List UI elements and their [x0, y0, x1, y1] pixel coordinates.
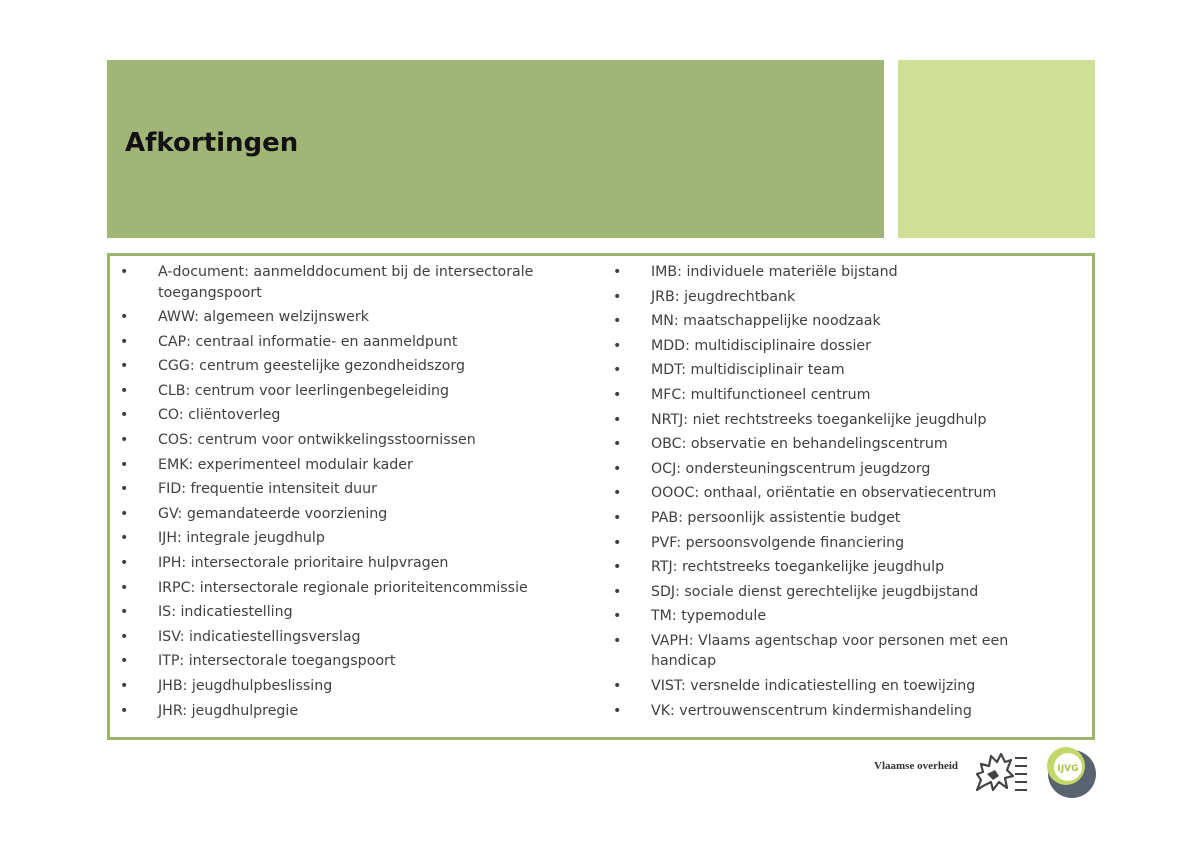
- abbreviation-text: A-document: aanmelddocument bij de intersectorale toegangspoort: [158, 264, 534, 301]
- abbreviations-box: [107, 253, 1095, 740]
- bullet-icon: •: [120, 678, 129, 694]
- bullet-icon: •: [120, 604, 129, 621]
- abbreviation-text: RTJ: rechtstreeks toegankelijke jeugdhulp: [651, 559, 945, 576]
- bullet-icon: •: [613, 288, 622, 305]
- abbreviation-item: [613, 385, 1073, 406]
- bullet-icon: •: [613, 678, 622, 694]
- abbreviation-text: MFC: multifunctioneel centrum: [651, 386, 871, 403]
- bullet-icon: •: [613, 559, 622, 576]
- abbreviation-item: [613, 311, 1073, 332]
- abbreviation-text: VK: vertrouwenscentrum kindermishandeling: [651, 702, 972, 719]
- abbreviation-item: [120, 332, 580, 353]
- abbreviation-text: IS: indicatiestelling: [158, 604, 293, 621]
- abbreviation-text: ISV: indicatiestellingsverslag: [158, 628, 361, 645]
- abbreviation-text: IPH: intersectorale prioritaire hulpvragen: [158, 555, 449, 572]
- abbreviation-text: CGG: centrum geestelijke gezondheidszorg: [158, 358, 465, 375]
- bullet-icon: •: [120, 628, 129, 645]
- bullet-icon: •: [120, 309, 129, 326]
- ijvg-logo-text: IJVG: [1057, 764, 1079, 774]
- abbreviation-item: [613, 287, 1073, 308]
- bullet-icon: •: [120, 333, 129, 350]
- bullet-icon: •: [120, 264, 129, 280]
- abbreviation-text: IMB: individuele materiële bijstand: [651, 264, 898, 280]
- abbreviation-text: VIST: versnelde indicatiestelling en toewijzing: [651, 678, 976, 694]
- abbreviation-item: [120, 676, 580, 697]
- bullet-icon: •: [120, 653, 129, 670]
- abbreviation-item: [120, 553, 580, 574]
- bullet-icon: •: [120, 407, 129, 424]
- abbreviation-text: PAB: persoonlijk assistentie budget: [651, 509, 901, 526]
- bullet-icon: •: [613, 264, 622, 280]
- abbreviations-left-column: [120, 262, 580, 725]
- abbreviation-item: [613, 262, 1073, 283]
- abbreviation-item: [120, 430, 580, 451]
- abbreviation-item: [613, 631, 1073, 672]
- abbreviation-text: VAPH: Vlaams agentschap voor personen met een handicap: [651, 632, 1009, 670]
- bullet-icon: •: [120, 456, 129, 473]
- abbreviation-text: OBC: observatie en behandelingscentrum: [651, 436, 948, 453]
- abbreviation-item: [120, 356, 580, 377]
- abbreviation-item: [120, 405, 580, 426]
- abbreviation-text: NRTJ: niet rechtstreeks toegankelijke jeugdhulp: [651, 411, 987, 428]
- flemish-lion-icon: [971, 746, 1031, 796]
- title-bar: [107, 60, 884, 238]
- bullet-icon: •: [613, 534, 622, 551]
- abbreviations-right-column: [613, 262, 1073, 725]
- abbreviation-item: [120, 262, 580, 303]
- abbreviation-item: [613, 606, 1073, 627]
- page-title: Afkortingen: [125, 128, 299, 158]
- abbreviation-item: [120, 528, 580, 549]
- abbreviation-item: [120, 651, 580, 672]
- abbreviation-item: [613, 557, 1073, 578]
- abbreviation-text: OOOC: onthaal, oriëntatie en observatiecentrum: [651, 485, 997, 502]
- abbreviation-item: [613, 410, 1073, 431]
- bullet-icon: •: [613, 608, 622, 625]
- abbreviation-text: MN: maatschappelijke noodzaak: [651, 313, 881, 330]
- bullet-icon: •: [613, 362, 622, 379]
- bullet-icon: •: [120, 432, 129, 449]
- bullet-icon: •: [120, 358, 129, 375]
- abbreviation-item: [120, 578, 580, 599]
- abbreviation-item: [613, 582, 1073, 603]
- abbreviation-item: [120, 701, 580, 722]
- bullet-icon: •: [120, 702, 129, 719]
- bullet-icon: •: [613, 702, 622, 719]
- abbreviation-item: [613, 483, 1073, 504]
- abbreviation-item: [120, 479, 580, 500]
- abbreviation-item: [613, 701, 1073, 722]
- bullet-icon: •: [613, 386, 622, 403]
- bullet-icon: •: [120, 579, 129, 596]
- bullet-icon: •: [613, 460, 622, 477]
- abbreviation-text: EMK: experimenteel modulair kader: [158, 456, 413, 473]
- abbreviation-text: GV: gemandateerde voorziening: [158, 505, 388, 522]
- abbreviation-item: [613, 360, 1073, 381]
- bullet-icon: •: [120, 382, 129, 399]
- bullet-icon: •: [613, 509, 622, 526]
- abbreviation-text: PVF: persoonsvolgende financiering: [651, 534, 905, 551]
- bullet-icon: •: [613, 436, 622, 453]
- abbreviation-text: OCJ: ondersteuningscentrum jeugdzorg: [651, 460, 931, 477]
- abbreviation-item: [613, 336, 1073, 357]
- abbreviation-text: AWW: algemeen welzijnswerk: [158, 309, 369, 326]
- accent-block: [898, 60, 1095, 238]
- abbreviation-item: [120, 381, 580, 402]
- bullet-icon: •: [120, 481, 129, 498]
- abbreviation-item: [613, 676, 1073, 697]
- bullet-icon: •: [120, 530, 129, 547]
- bullet-icon: •: [613, 583, 622, 600]
- abbreviation-text: JHR: jeugdhulpregie: [158, 702, 299, 719]
- bullet-icon: •: [120, 555, 129, 572]
- bullet-icon: •: [613, 632, 622, 649]
- abbreviation-text: FID: frequentie intensiteit duur: [158, 481, 377, 498]
- abbreviation-text: MDT: multidisciplinair team: [651, 362, 845, 379]
- abbreviation-item: [120, 627, 580, 648]
- abbreviation-item: [120, 602, 580, 623]
- bullet-icon: •: [120, 505, 129, 522]
- bullet-icon: •: [613, 337, 622, 354]
- abbreviation-text: IJH: integrale jeugdhulp: [158, 530, 325, 547]
- abbreviation-item: [613, 533, 1073, 554]
- bullet-icon: •: [613, 411, 622, 428]
- abbreviation-item: [613, 434, 1073, 455]
- abbreviation-text: IRPC: intersectorale regionale prioriteitencommissie: [158, 579, 528, 596]
- abbreviation-item: [120, 307, 580, 328]
- abbreviation-text: CLB: centrum voor leerlingenbegeleiding: [158, 382, 450, 399]
- abbreviation-text: SDJ: sociale dienst gerechtelijke jeugdbijstand: [651, 583, 979, 600]
- ijvg-logo-icon: [1040, 742, 1100, 802]
- abbreviation-text: CO: cliëntoverleg: [158, 407, 281, 424]
- footer-brand-text: Vlaamse overheid: [874, 760, 959, 772]
- bullet-icon: •: [613, 485, 622, 502]
- abbreviation-text: ITP: intersectorale toegangspoort: [158, 653, 396, 670]
- abbreviation-text: JRB: jeugdrechtbank: [651, 288, 796, 305]
- abbreviation-text: MDD: multidisciplinaire dossier: [651, 337, 871, 354]
- bullet-icon: •: [613, 313, 622, 330]
- abbreviation-text: COS: centrum voor ontwikkelingsstoornissen: [158, 432, 476, 449]
- abbreviation-text: CAP: centraal informatie- en aanmeldpunt: [158, 333, 458, 350]
- abbreviation-item: [120, 504, 580, 525]
- abbreviation-item: [613, 459, 1073, 480]
- abbreviation-text: JHB: jeugdhulpbeslissing: [158, 678, 333, 694]
- abbreviation-text: TM: typemodule: [651, 608, 767, 625]
- abbreviation-item: [120, 455, 580, 476]
- abbreviation-item: [613, 508, 1073, 529]
